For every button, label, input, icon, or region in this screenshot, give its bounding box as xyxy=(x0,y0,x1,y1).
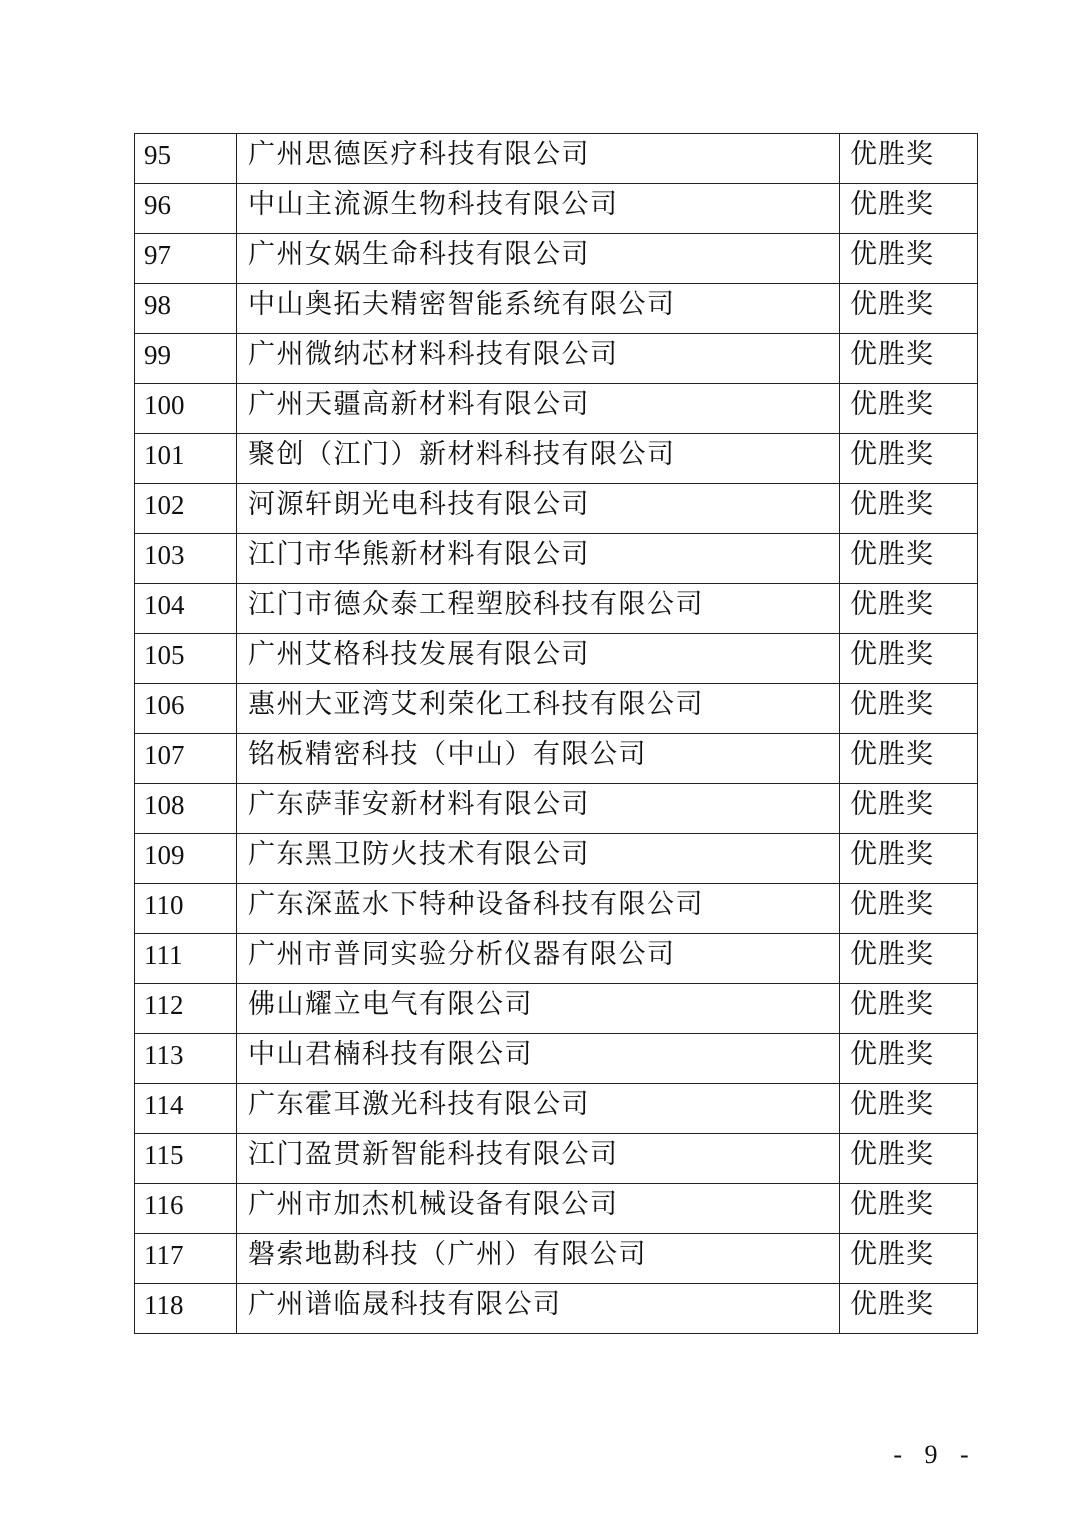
award-cell: 优胜奖 xyxy=(840,534,978,584)
award-cell: 优胜奖 xyxy=(840,584,978,634)
table-row xyxy=(135,484,978,534)
award-cell: 优胜奖 xyxy=(840,634,978,684)
row-number-cell: 113 xyxy=(135,1034,237,1084)
company-name-cell: 广东深蓝水下特种设备科技有限公司 xyxy=(237,884,840,934)
award-cell: 优胜奖 xyxy=(840,184,978,234)
company-name-cell: 佛山耀立电气有限公司 xyxy=(237,984,840,1034)
award-cell: 优胜奖 xyxy=(840,1034,978,1084)
table-row xyxy=(135,284,978,334)
company-name-cell: 江门市华熊新材料有限公司 xyxy=(237,534,840,584)
page-number: - 9 - xyxy=(893,1440,977,1469)
row-number-cell: 99 xyxy=(135,334,237,384)
award-cell: 优胜奖 xyxy=(840,734,978,784)
row-number-cell: 97 xyxy=(135,234,237,284)
table-row xyxy=(135,934,978,984)
table-row xyxy=(135,1284,978,1334)
company-name-cell: 广东霍耳激光科技有限公司 xyxy=(237,1084,840,1134)
company-name-cell: 广州女娲生命科技有限公司 xyxy=(237,234,840,284)
table-row xyxy=(135,1134,978,1184)
award-cell: 优胜奖 xyxy=(840,234,978,284)
row-number-cell: 96 xyxy=(135,184,237,234)
row-number-cell: 104 xyxy=(135,584,237,634)
award-list-body xyxy=(135,134,978,1334)
award-cell: 优胜奖 xyxy=(840,884,978,934)
row-number-cell: 108 xyxy=(135,784,237,834)
table-row xyxy=(135,534,978,584)
award-cell: 优胜奖 xyxy=(840,1184,978,1234)
award-cell: 优胜奖 xyxy=(840,934,978,984)
table-row xyxy=(135,1034,978,1084)
table-row xyxy=(135,1234,978,1284)
company-name-cell: 广州市普同实验分析仪器有限公司 xyxy=(237,934,840,984)
award-cell: 优胜奖 xyxy=(840,1234,978,1284)
table-row xyxy=(135,434,978,484)
table-row xyxy=(135,834,978,884)
company-name-cell: 广州谱临晟科技有限公司 xyxy=(237,1284,840,1334)
row-number-cell: 109 xyxy=(135,834,237,884)
award-cell: 优胜奖 xyxy=(840,684,978,734)
award-cell: 优胜奖 xyxy=(840,384,978,434)
table-row xyxy=(135,634,978,684)
company-name-cell: 中山君楠科技有限公司 xyxy=(237,1034,840,1084)
row-number-cell: 114 xyxy=(135,1084,237,1134)
company-name-cell: 广东萨菲安新材料有限公司 xyxy=(237,784,840,834)
row-number-cell: 98 xyxy=(135,284,237,334)
company-name-cell: 广州微纳芯材料科技有限公司 xyxy=(237,334,840,384)
award-cell: 优胜奖 xyxy=(840,434,978,484)
award-cell: 优胜奖 xyxy=(840,784,978,834)
award-list-table xyxy=(134,133,978,1334)
company-name-cell: 广东黑卫防火技术有限公司 xyxy=(237,834,840,884)
award-cell: 优胜奖 xyxy=(840,484,978,534)
award-cell: 优胜奖 xyxy=(840,1134,978,1184)
row-number-cell: 106 xyxy=(135,684,237,734)
row-number-cell: 103 xyxy=(135,534,237,584)
row-number-cell: 117 xyxy=(135,1234,237,1284)
company-name-cell: 广州天疆高新材料有限公司 xyxy=(237,384,840,434)
row-number-cell: 95 xyxy=(135,134,237,184)
row-number-cell: 116 xyxy=(135,1184,237,1234)
table-row xyxy=(135,584,978,634)
table-row xyxy=(135,784,978,834)
row-number-cell: 100 xyxy=(135,384,237,434)
row-number-cell: 112 xyxy=(135,984,237,1034)
award-cell: 优胜奖 xyxy=(840,284,978,334)
row-number-cell: 110 xyxy=(135,884,237,934)
company-name-cell: 广州思德医疗科技有限公司 xyxy=(237,134,840,184)
award-cell: 优胜奖 xyxy=(840,1084,978,1134)
company-name-cell: 中山奥拓夫精密智能系统有限公司 xyxy=(237,284,840,334)
row-number-cell: 118 xyxy=(135,1284,237,1334)
table-row xyxy=(135,1084,978,1134)
company-name-cell: 聚创（江门）新材料科技有限公司 xyxy=(237,434,840,484)
row-number-cell: 102 xyxy=(135,484,237,534)
company-name-cell: 惠州大亚湾艾利荣化工科技有限公司 xyxy=(237,684,840,734)
table-row xyxy=(135,384,978,434)
table-row xyxy=(135,234,978,284)
award-cell: 优胜奖 xyxy=(840,984,978,1034)
award-cell: 优胜奖 xyxy=(840,134,978,184)
company-name-cell: 中山主流源生物科技有限公司 xyxy=(237,184,840,234)
table-row xyxy=(135,734,978,784)
award-cell: 优胜奖 xyxy=(840,834,978,884)
company-name-cell: 河源轩朗光电科技有限公司 xyxy=(237,484,840,534)
award-cell: 优胜奖 xyxy=(840,1284,978,1334)
table-row xyxy=(135,184,978,234)
table-row xyxy=(135,684,978,734)
company-name-cell: 铭板精密科技（中山）有限公司 xyxy=(237,734,840,784)
table-row xyxy=(135,334,978,384)
company-name-cell: 磐索地勘科技（广州）有限公司 xyxy=(237,1234,840,1284)
company-name-cell: 广州艾格科技发展有限公司 xyxy=(237,634,840,684)
row-number-cell: 107 xyxy=(135,734,237,784)
row-number-cell: 115 xyxy=(135,1134,237,1184)
table-row xyxy=(135,1184,978,1234)
row-number-cell: 111 xyxy=(135,934,237,984)
company-name-cell: 江门盈贯新智能科技有限公司 xyxy=(237,1134,840,1184)
company-name-cell: 江门市德众泰工程塑胶科技有限公司 xyxy=(237,584,840,634)
company-name-cell: 广州市加杰机械设备有限公司 xyxy=(237,1184,840,1234)
table-row xyxy=(135,134,978,184)
row-number-cell: 105 xyxy=(135,634,237,684)
table-row xyxy=(135,884,978,934)
row-number-cell: 101 xyxy=(135,434,237,484)
award-cell: 优胜奖 xyxy=(840,334,978,384)
table-row xyxy=(135,984,978,1034)
